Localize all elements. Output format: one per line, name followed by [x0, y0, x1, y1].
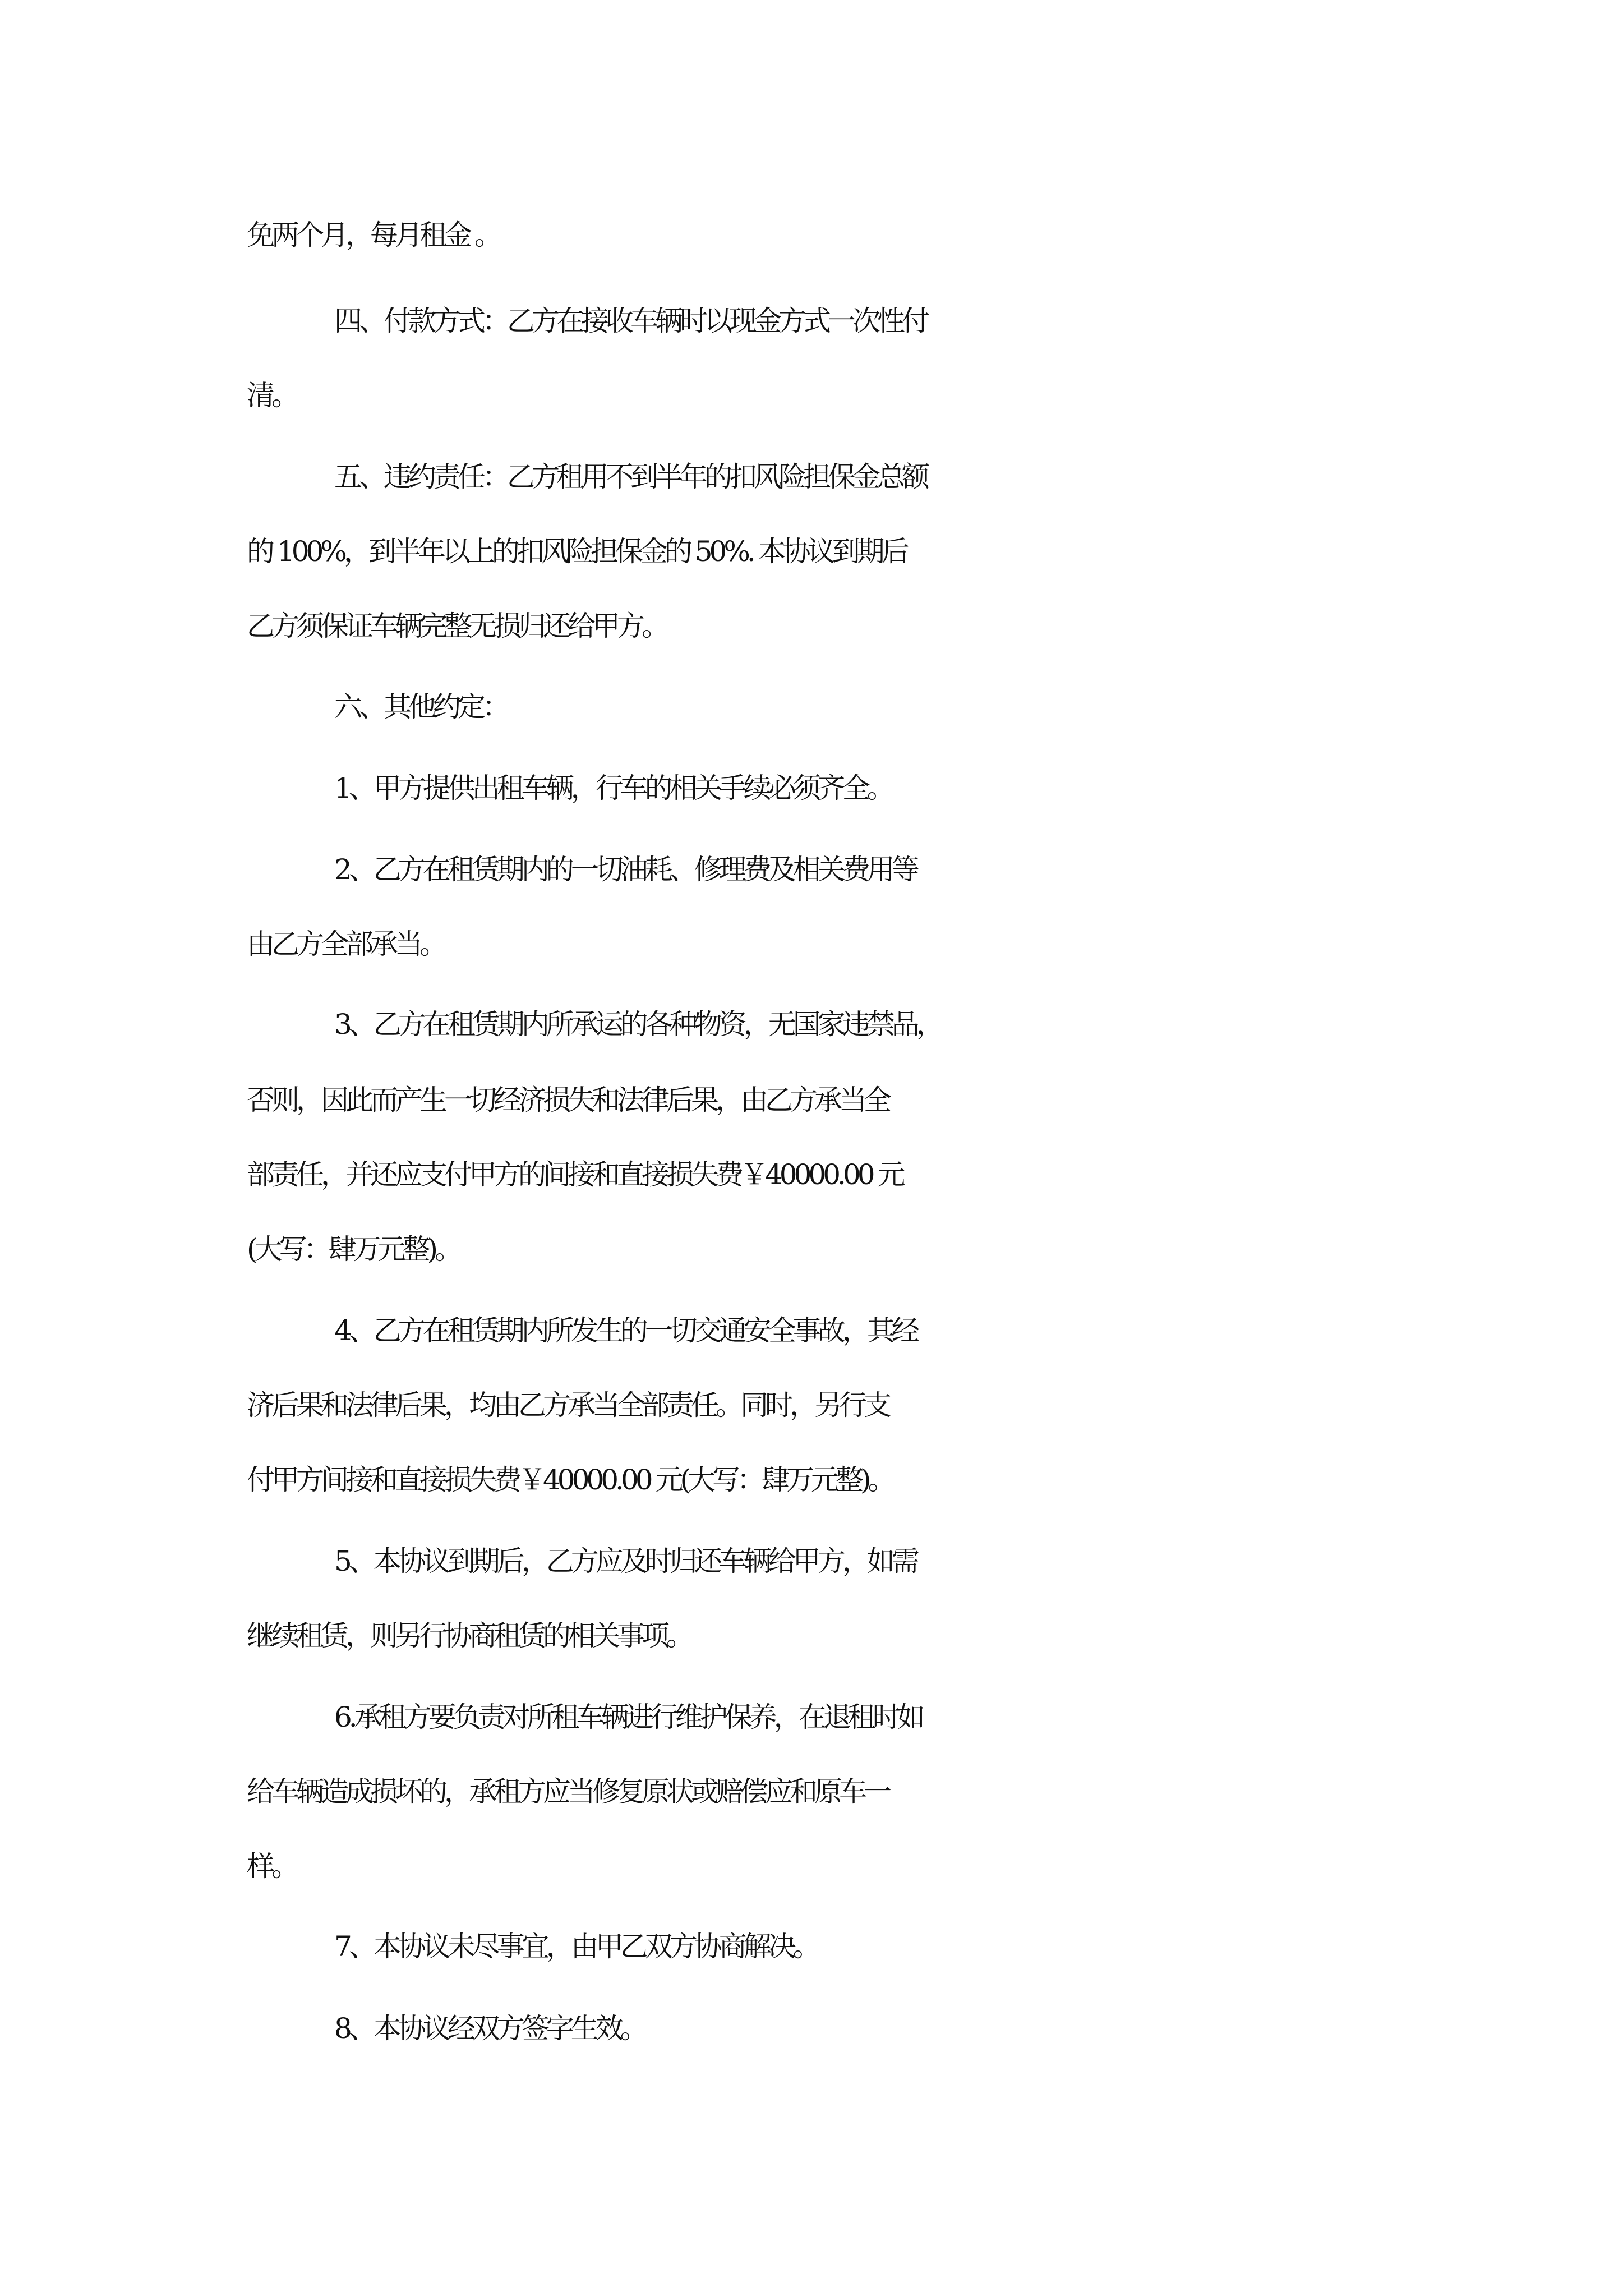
text-line-item-2-cont: 由乙方全部承当。	[247, 928, 444, 960]
text-line-item-5: 5、本协议到期后，乙方应及时归还车辆给甲方，如需	[334, 1545, 916, 1577]
text-line-item-3: 3、乙方在租赁期内所承运的各种物资，无国家违禁品，	[334, 1008, 941, 1041]
text-line-item-6-cont-1: 给车辆造成损坏的，承租方应当修复原状或赔偿应和原车一	[247, 1775, 888, 1808]
text-line-item-8: 8、本协议经双方签字生效。	[334, 2012, 645, 2045]
text-line-breach-cont-2: 乙方须保证车辆完整无损归还给甲方。	[247, 610, 666, 642]
text-line-item-6: 6.承租方要负责对所租车辆进行维护保养，在退租时如	[334, 1701, 922, 1733]
text-line-item-3-cont-3: (大写：肆万元整)。	[247, 1233, 460, 1266]
text-line-payment-heading: 四、付款方式：乙方在接收车辆时以现金方式一次性付	[334, 305, 926, 337]
text-line-item-1: 1、甲方提供出租车辆，行车的相关手续必须齐全。	[334, 772, 892, 804]
text-line-item-6-cont-2: 样。	[247, 1850, 296, 1883]
text-line-item-7: 7、本协议未尽事宜，由甲乙双方协商解决。	[334, 1930, 818, 1963]
text-line-item-3-cont-2: 部责任，并还应支付甲方的间接和直接损失费￥40000.00 元	[247, 1158, 902, 1191]
text-line-item-2: 2、乙方在租赁期内的一切油耗、修理费及相关费用等	[334, 853, 916, 886]
text-line-payment-cont: 清。	[247, 379, 296, 412]
text-line-breach-cont-1: 的 100%，到半年以上的扣风险担保金的 50%. 本协议到期后	[247, 535, 906, 568]
text-line-item-4: 4、乙方在租赁期内所发生的一切交通安全事故，其经	[334, 1314, 916, 1347]
text-line-item-3-cont-1: 否则，因此而产生一切经济损失和法律后果，由乙方承当全	[247, 1084, 888, 1116]
text-line-other-heading: 六、其他约定：	[334, 691, 507, 723]
text-line-item-4-cont-1: 济后果和法律后果，均由乙方承当全部责任。同时，另行支	[247, 1389, 888, 1421]
text-line-item-5-cont: 继续租赁，则另行协商租赁的相关事项。	[247, 1619, 691, 1652]
text-line-breach-heading: 五、违约责任：乙方租用不到半年的扣风险担保金总额	[334, 461, 926, 493]
text-line-free-rent: 免两个月，每月租金 。	[247, 219, 499, 251]
text-line-item-4-cont-2: 付甲方间接和直接损失费￥40000.00 元(大写：肆万元整)。	[247, 1464, 893, 1496]
